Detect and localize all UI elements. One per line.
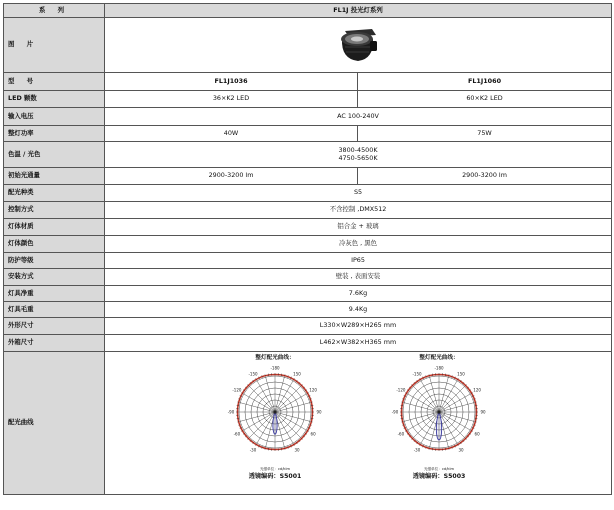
model-value-2: FL1J1060 bbox=[358, 73, 612, 91]
table-row-gross-weight bbox=[4, 302, 612, 318]
polar-angle-label: -180 bbox=[434, 365, 444, 371]
table-row-mounting bbox=[4, 269, 612, 286]
led-value-1: 36×K2 LED bbox=[105, 91, 358, 108]
flux-value-2: 2900-3200 lm bbox=[358, 168, 612, 185]
curve-unit-1: 光强单位：cd/klm bbox=[259, 467, 291, 471]
optics-value: S5 bbox=[105, 185, 612, 202]
row-label-picture: 图 片 bbox=[4, 18, 105, 73]
polar-angle-label: 30 bbox=[294, 447, 300, 453]
polar-angle-label: -120 bbox=[232, 387, 242, 393]
dimension-value: L330×W289×H265 mm bbox=[105, 318, 612, 335]
curve-title-2: 整灯配光曲线： bbox=[419, 355, 459, 361]
header-label: 系 列 bbox=[4, 4, 105, 18]
polar-angle-label: -60 bbox=[397, 431, 405, 437]
curve-unit-2: 光强单位：cd/klm bbox=[423, 467, 455, 471]
row-label-gross-weight: 灯具毛重 bbox=[4, 302, 105, 318]
polar-angle-label: -90 bbox=[391, 409, 399, 415]
row-label-material: 灯体材质 bbox=[4, 219, 105, 236]
polar-angle-label: 90 bbox=[480, 409, 486, 415]
polar-chart-2 bbox=[387, 362, 491, 466]
row-label-net-weight: 灯具净重 bbox=[4, 286, 105, 302]
polar-angle-label: -180 bbox=[270, 365, 280, 371]
polar-angle-label: 120 bbox=[473, 387, 481, 393]
row-label-optics: 配光种类 bbox=[4, 185, 105, 202]
row-label-dimension: 外形尺寸 bbox=[4, 318, 105, 335]
gross-weight-value: 9.4Kg bbox=[105, 302, 612, 318]
net-weight-value: 7.6Kg bbox=[105, 286, 612, 302]
curve-block-2 bbox=[379, 354, 499, 482]
polar-angle-label: -90 bbox=[227, 409, 235, 415]
power-value-2: 75W bbox=[358, 126, 612, 142]
table-row-color bbox=[4, 236, 612, 253]
table-row-led bbox=[4, 91, 612, 108]
curve-title-1: 整灯配光曲线： bbox=[255, 355, 295, 361]
row-label-cct: 色温 / 光色 bbox=[4, 142, 105, 168]
table-row-curve bbox=[4, 352, 612, 495]
polar-angle-label: 30 bbox=[458, 447, 464, 453]
polar-center bbox=[437, 410, 440, 413]
voltage-value: AC 100-240V bbox=[105, 108, 612, 126]
row-label-package: 外箱尺寸 bbox=[4, 335, 105, 352]
model-value-1: FL1J1036 bbox=[105, 73, 358, 91]
polar-angle-label: -120 bbox=[396, 387, 406, 393]
table-row-model bbox=[4, 73, 612, 91]
polar-angle-label: -150 bbox=[248, 371, 258, 377]
polar-angle-label: 150 bbox=[457, 371, 465, 377]
cct-value bbox=[105, 142, 612, 168]
package-value: L462×W382×H365 mm bbox=[105, 335, 612, 352]
table-row-voltage bbox=[4, 108, 612, 126]
ip-value: IP65 bbox=[105, 253, 612, 269]
lens-code-1: 透镜编码：S5001 bbox=[248, 473, 302, 480]
row-label-flux: 初始光通量 bbox=[4, 168, 105, 185]
floodlight-image bbox=[336, 25, 380, 65]
polar-chart-1 bbox=[223, 362, 327, 466]
row-label-power: 整灯功率 bbox=[4, 126, 105, 142]
led-value-2: 60×K2 LED bbox=[358, 91, 612, 108]
row-label-model: 型 号 bbox=[4, 73, 105, 91]
lens-code-2: 透镜编码：S5003 bbox=[412, 473, 466, 480]
table-row-picture bbox=[4, 18, 612, 73]
row-label-voltage: 输入电压 bbox=[4, 108, 105, 126]
polar-angle-label: 150 bbox=[293, 371, 301, 377]
curve-cell bbox=[105, 352, 612, 495]
table-row-cct bbox=[4, 142, 612, 168]
lamp-side-mount bbox=[370, 41, 377, 51]
polar-angle-label: -60 bbox=[233, 431, 241, 437]
table-row-flux bbox=[4, 168, 612, 185]
polar-angle-label: 60 bbox=[474, 431, 480, 437]
polar-angle-label: -30 bbox=[249, 447, 257, 453]
material-value: 铝合金 + 玻璃 bbox=[105, 219, 612, 236]
polar-angle-label: -150 bbox=[412, 371, 422, 377]
cct-line-2: 4750-5650K bbox=[338, 153, 378, 162]
table-row-optics bbox=[4, 185, 612, 202]
flux-value-1: 2900-3200 lm bbox=[105, 168, 358, 185]
table-row-material bbox=[4, 219, 612, 236]
table-row-control bbox=[4, 202, 612, 219]
polar-angle-label: -30 bbox=[413, 447, 421, 453]
row-label-ip: 防护等级 bbox=[4, 253, 105, 269]
power-value-1: 40W bbox=[105, 126, 358, 142]
table-row-header bbox=[4, 4, 612, 18]
row-label-mounting: 安装方式 bbox=[4, 269, 105, 286]
spec-table bbox=[3, 3, 612, 495]
polar-distribution-curve bbox=[436, 412, 441, 440]
table-row-package bbox=[4, 335, 612, 352]
table-row-net-weight bbox=[4, 286, 612, 302]
series-title: FL1J 投光灯系列 bbox=[105, 4, 612, 18]
mounting-value: 壁装 , 表面安装 bbox=[105, 269, 612, 286]
cct-line-1: 3800-4500K bbox=[338, 146, 378, 155]
polar-angle-label: 60 bbox=[310, 431, 316, 437]
product-image-cell bbox=[105, 18, 612, 73]
row-label-led: LED 颗数 bbox=[4, 91, 105, 108]
lamp-lens-highlight bbox=[351, 37, 363, 42]
polar-angle-label: 120 bbox=[309, 387, 317, 393]
polar-center bbox=[273, 410, 276, 413]
table-row-power bbox=[4, 126, 612, 142]
curve-block-1 bbox=[215, 354, 335, 482]
polar-distribution-curve bbox=[273, 412, 277, 434]
row-label-curve: 配光曲线 bbox=[4, 352, 105, 495]
row-label-control: 控制方式 bbox=[4, 202, 105, 219]
polar-angle-label: 90 bbox=[316, 409, 322, 415]
table-row-ip bbox=[4, 253, 612, 269]
row-label-color: 灯体颜色 bbox=[4, 236, 105, 253]
table-row-dimension bbox=[4, 318, 612, 335]
color-value: 冷灰色 , 黑色 bbox=[105, 236, 612, 253]
control-value: 不含控制 ,DMX512 bbox=[105, 202, 612, 219]
